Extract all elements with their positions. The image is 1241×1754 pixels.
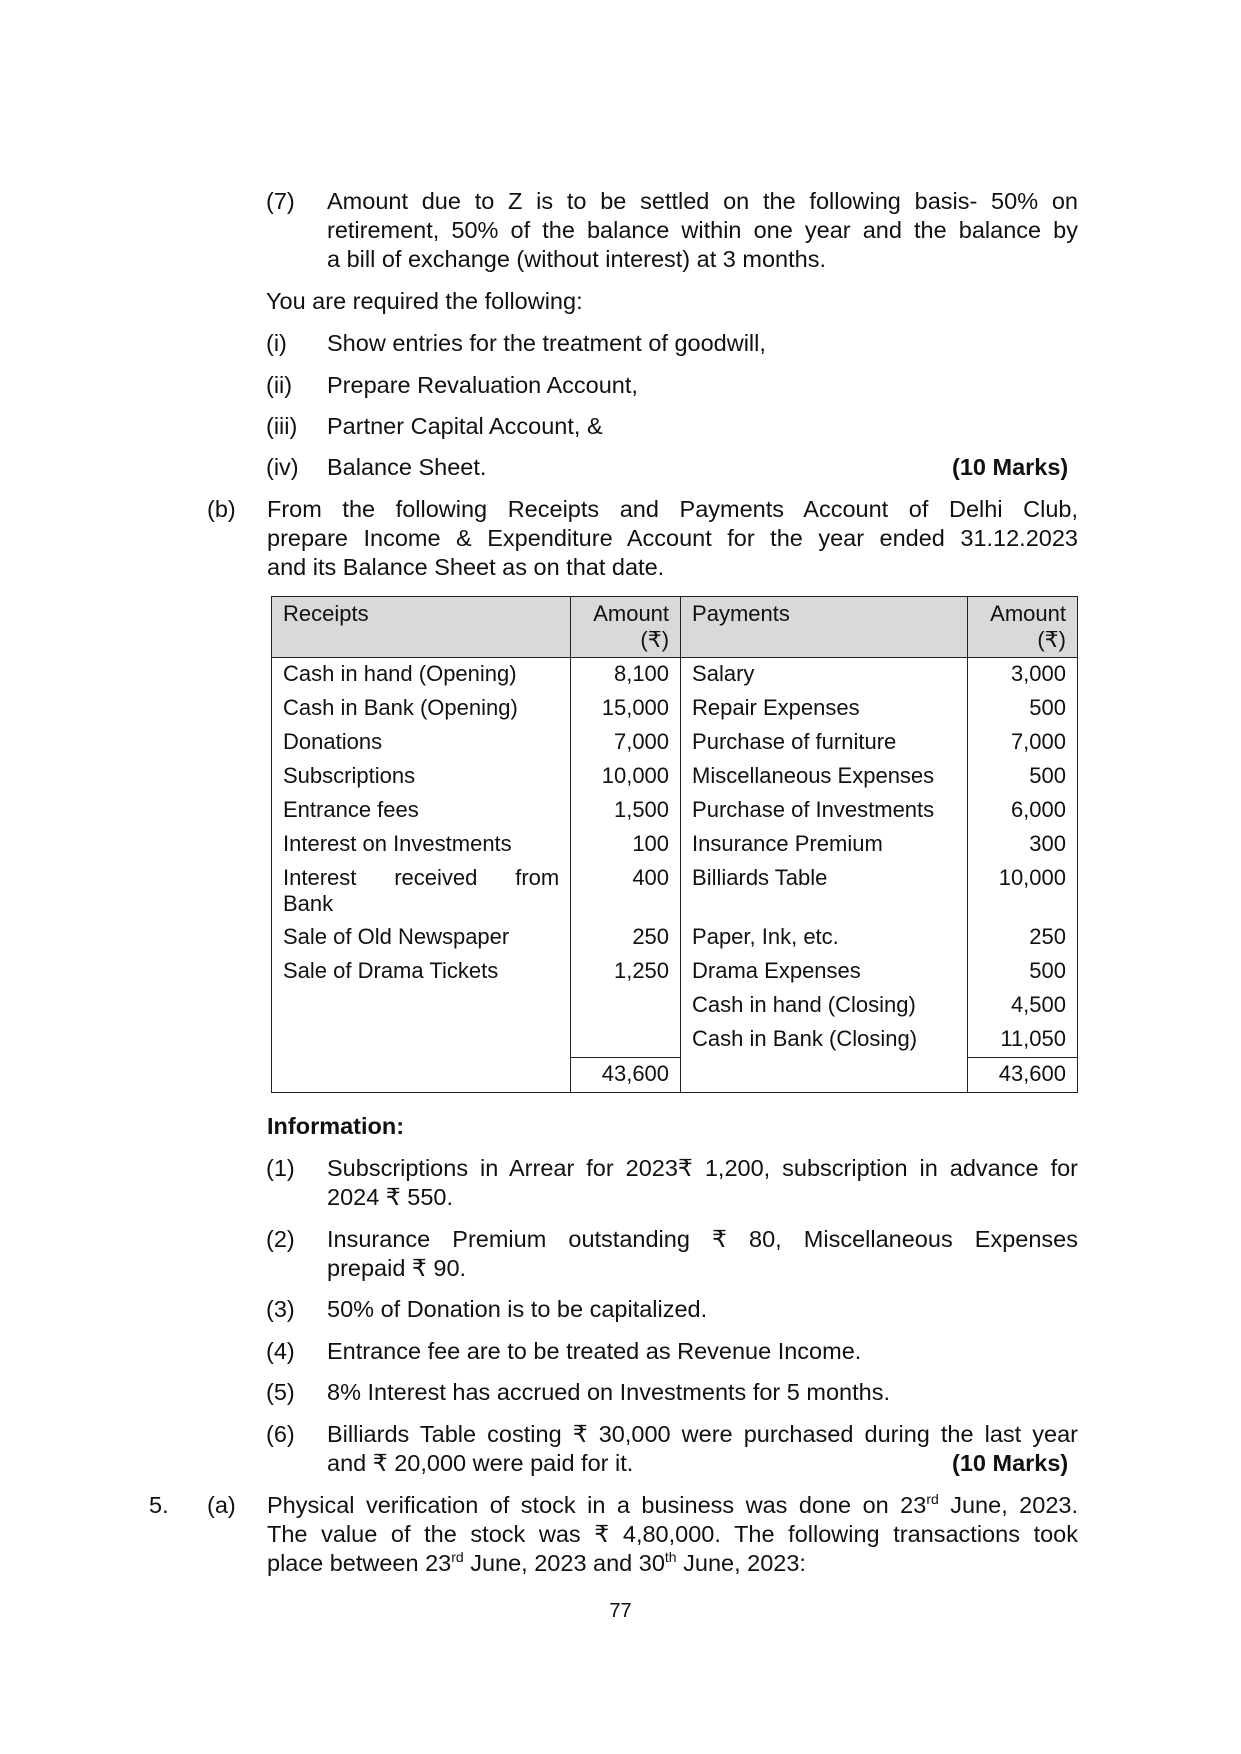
payment-amount: 300 xyxy=(968,828,1078,862)
payment-item: Miscellaneous Expenses xyxy=(681,760,968,794)
payment-amount: 4,500 xyxy=(968,989,1078,1023)
table-row xyxy=(272,692,1078,726)
payment-item: Purchase of Investments xyxy=(681,794,968,828)
superscript: rd xyxy=(451,1549,464,1565)
receipt-amount: 1,500 xyxy=(571,794,681,828)
receipt-amount: 15,000 xyxy=(571,692,681,726)
receipt-item xyxy=(272,862,571,921)
superscript: th xyxy=(664,1549,677,1565)
info-item-text: Entrance fee are to be treated as Revenue Income. xyxy=(327,1338,862,1364)
receipt-amount: 250 xyxy=(571,921,681,955)
table-row xyxy=(272,1023,1078,1058)
receipt-item: Cash in hand (Opening) xyxy=(272,658,571,693)
table-row xyxy=(272,955,1078,989)
required-item-number: (iv) xyxy=(266,454,299,480)
marks-label-b: (10 Marks) xyxy=(952,1450,1069,1476)
info-item-line: prepaid ₹ 90. xyxy=(327,1255,467,1281)
header-amount-receipts xyxy=(571,597,681,658)
receipt-amount: 8,100 xyxy=(571,658,681,693)
required-intro: You are required the following: xyxy=(266,288,583,314)
payment-amount: 3,000 xyxy=(968,658,1078,693)
info-item-number: (5) xyxy=(266,1379,295,1405)
total-payments: 43,600 xyxy=(968,1058,1078,1093)
payment-item: Drama Expenses xyxy=(681,955,968,989)
payment-item: Cash in Bank (Closing) xyxy=(681,1023,968,1058)
item-7-number: (7) xyxy=(266,188,295,214)
question-5-line-1 xyxy=(267,1491,1078,1520)
payment-item: Salary xyxy=(681,658,968,693)
required-item-text: Show entries for the treatment of goodwill, xyxy=(327,330,766,356)
required-item-number: (ii) xyxy=(266,372,293,398)
receipt-item: Entrance fees xyxy=(272,794,571,828)
header-amount-unit: (₹) xyxy=(640,627,670,652)
receipt-item xyxy=(272,989,571,1023)
superscript: rd xyxy=(926,1491,939,1507)
info-item-line: Insurance Premium outstanding ₹ 80, Miscellaneous Expenses xyxy=(327,1226,1078,1252)
header-amount-unit: (₹) xyxy=(1037,627,1066,652)
receipt-item: Sale of Old Newspaper xyxy=(272,921,571,955)
header-receipts: Receipts xyxy=(272,597,571,658)
receipt-item-line-2: Bank xyxy=(283,891,334,916)
info-item-text: 50% of Donation is to be capitalized. xyxy=(327,1296,708,1322)
receipt-item xyxy=(272,1023,571,1058)
part-b-text xyxy=(267,495,1078,582)
required-item-text: Partner Capital Account, & xyxy=(327,413,603,439)
q5-line3-part-c: June, 2023: xyxy=(676,1550,806,1576)
question-number: 5. xyxy=(149,1492,169,1518)
required-item-text: Balance Sheet. xyxy=(327,454,487,480)
info-item-number: (6) xyxy=(266,1421,295,1447)
required-item-text: Prepare Revaluation Account, xyxy=(327,372,638,398)
header-amount-label: Amount xyxy=(990,601,1066,626)
receipt-amount: 100 xyxy=(571,828,681,862)
table-row xyxy=(272,921,1078,955)
payment-amount: 10,000 xyxy=(968,862,1078,921)
payment-item: Repair Expenses xyxy=(681,692,968,726)
table-total-row xyxy=(272,1058,1078,1093)
info-item-text xyxy=(327,1154,1078,1212)
question-5-line-2: The value of the stock was ₹ 4,80,000. The following transactions took xyxy=(267,1521,1078,1547)
info-item-number: (1) xyxy=(266,1155,295,1181)
table-header-row xyxy=(272,597,1078,658)
total-blank-cell xyxy=(272,1058,571,1093)
receipts-payments-table xyxy=(271,596,1078,1093)
payment-amount: 500 xyxy=(968,955,1078,989)
info-item-number: (4) xyxy=(266,1338,295,1364)
payment-amount: 7,000 xyxy=(968,726,1078,760)
info-item-line: Subscriptions in Arrear for 2023₹ 1,200, subscription in advance for xyxy=(327,1155,1078,1181)
part-b-line-3: and its Balance Sheet as on that date. xyxy=(267,554,665,580)
payment-item: Purchase of furniture xyxy=(681,726,968,760)
receipt-amount: 1,250 xyxy=(571,955,681,989)
payment-item: Paper, Ink, etc. xyxy=(681,921,968,955)
table-row xyxy=(272,862,1078,921)
total-receipts: 43,600 xyxy=(571,1058,681,1093)
item-7-line-3: a bill of exchange (without interest) at 3 months. xyxy=(327,246,826,272)
payment-amount: 6,000 xyxy=(968,794,1078,828)
payment-item: Cash in hand (Closing) xyxy=(681,989,968,1023)
payment-amount: 500 xyxy=(968,692,1078,726)
q5-line1-text: Physical verification of stock in a business was done on 23 xyxy=(267,1492,927,1518)
q5-line3-part-b: June, 2023 and 30 xyxy=(463,1550,665,1576)
receipt-amount xyxy=(571,1023,681,1058)
item-7-line-1: Amount due to Z is to be settled on the following basis- 50% on xyxy=(327,188,1078,214)
receipt-amount: 10,000 xyxy=(571,760,681,794)
info-item-number: (2) xyxy=(266,1226,295,1252)
item-7-line-2: retirement, 50% of the balance within one year and the balance by xyxy=(327,217,1078,243)
receipt-amount: 7,000 xyxy=(571,726,681,760)
info-item-line: 2024 ₹ 550. xyxy=(327,1184,454,1210)
total-blank-cell xyxy=(681,1058,968,1093)
payment-amount: 250 xyxy=(968,921,1078,955)
info-item-text: 8% Interest has accrued on Investments for 5 months. xyxy=(327,1379,890,1405)
part-b-line-1: From the following Receipts and Payments Account of Delhi Club, xyxy=(267,496,1078,522)
q5-line1-tail: June, 2023. xyxy=(938,1492,1078,1518)
receipt-item: Subscriptions xyxy=(272,760,571,794)
required-item-number: (i) xyxy=(266,330,287,356)
table-row xyxy=(272,658,1078,693)
info-item-number: (3) xyxy=(266,1296,295,1322)
header-amount-payments xyxy=(968,597,1078,658)
required-item-number: (iii) xyxy=(266,413,298,439)
question-5-text xyxy=(267,1491,1078,1578)
receipt-amount: 400 xyxy=(571,862,681,921)
info-item-line: and ₹ 20,000 were paid for it. xyxy=(327,1450,634,1476)
receipt-item: Interest on Investments xyxy=(272,828,571,862)
information-heading: Information: xyxy=(267,1113,405,1139)
marks-label-a: (10 Marks) xyxy=(952,454,1069,480)
part-b-line-2: prepare Income & Expenditure Account for the year ended 31.12.2023 xyxy=(267,525,1078,551)
payment-item: Billiards Table xyxy=(681,862,968,921)
info-item-line: Billiards Table costing ₹ 30,000 were purchased during the last year xyxy=(327,1421,1078,1447)
payment-amount: 500 xyxy=(968,760,1078,794)
receipt-item-line-1: Interest received from xyxy=(283,865,560,890)
payment-item: Insurance Premium xyxy=(681,828,968,862)
payment-amount: 11,050 xyxy=(968,1023,1078,1058)
header-amount-label: Amount xyxy=(593,601,670,626)
header-payments: Payments xyxy=(681,597,968,658)
table-row xyxy=(272,989,1078,1023)
page-number: 77 xyxy=(609,1600,632,1622)
receipt-item: Sale of Drama Tickets xyxy=(272,955,571,989)
table-row xyxy=(272,794,1078,828)
table-row xyxy=(272,726,1078,760)
q5-line3-part-a: place between 23 xyxy=(267,1550,452,1576)
question-5-line-3 xyxy=(267,1549,1078,1578)
receipt-amount xyxy=(571,989,681,1023)
part-b-label: (b) xyxy=(207,496,236,522)
table-row xyxy=(272,828,1078,862)
receipt-item: Donations xyxy=(272,726,571,760)
question-part-label: (a) xyxy=(207,1492,236,1518)
item-7-text xyxy=(327,187,1078,274)
table-row xyxy=(272,760,1078,794)
info-item-text xyxy=(327,1225,1078,1283)
receipt-item: Cash in Bank (Opening) xyxy=(272,692,571,726)
